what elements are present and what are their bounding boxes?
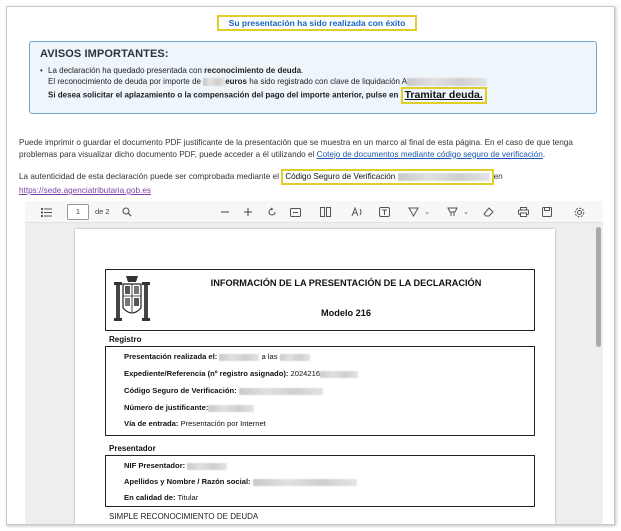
nombre-row: Apellidos y Nombre / Razón social: [124, 477, 357, 486]
two-page-icon[interactable] [318, 204, 332, 220]
notice-line-3: Si desea solicitar el aplazamiento o la compensación del pago del importe anterior, pulse en Tramitar deuda. [40, 87, 586, 104]
text-icon[interactable] [377, 204, 391, 220]
draw-dropdown-icon[interactable]: ⌄ [424, 209, 430, 216]
pdf-page [75, 229, 555, 525]
notice-title: AVISOS IMPORTANTES: [40, 48, 169, 60]
pdf-info-paragraph: Puede imprimir o guardar el documento PDF justificante de la presentación que se muestra en un marco al final de esta página. En el caso de que tenga problemas para visualizar dicho documento PDF, puede acceder a él utilizando el Cotejo de documentos mediante código seguro de verificación. [19, 138, 573, 159]
calidad-row: En calidad de: Titular [124, 493, 199, 502]
redacted-amount [203, 78, 225, 86]
via-row: Vía de entrada: Presentación por Internet [124, 419, 266, 428]
presentador-label: Presentador [109, 444, 156, 453]
justificante-row: Número de justificante: [124, 403, 254, 412]
cotejo-link[interactable]: Cotejo de documentos mediante código seguro de verificación [316, 149, 543, 159]
pdf-footer-text: SIMPLE RECONOCIMIENTO DE DEUDA [109, 512, 259, 521]
pdf-scrollbar[interactable] [596, 227, 601, 347]
important-notice [29, 41, 597, 114]
pdf-viewer[interactable] [25, 223, 603, 525]
search-icon[interactable] [120, 204, 134, 220]
zoom-in-icon[interactable] [241, 204, 255, 220]
redacted-liquidation-key [407, 78, 487, 86]
csv-row: Código Seguro de Verificación: [124, 386, 323, 395]
pdf-model: Modelo 216 [320, 308, 372, 318]
redacted-csv [398, 173, 490, 181]
notice-line-1: • La declaración ha quedado presentada con reconocimiento de deuda. [40, 65, 586, 76]
nif-row: NIF Presentador: [124, 461, 227, 470]
save-icon[interactable] [540, 204, 554, 220]
print-icon[interactable] [516, 204, 530, 220]
zoom-out-icon[interactable] [218, 204, 232, 220]
spain-coat-of-arms-icon [112, 274, 152, 326]
registro-box [105, 346, 535, 436]
fit-page-icon[interactable] [288, 204, 302, 220]
pdf-toolbar [25, 201, 603, 223]
sede-link[interactable]: https://sede.agenciatributaria.gob.es [19, 186, 151, 195]
success-message: Su presentación ha sido realizada con éxito [217, 15, 417, 31]
highlight-dropdown-icon[interactable]: ⌄ [463, 209, 469, 216]
page-count: de 2 [95, 207, 110, 216]
csv-highlight: Código Seguro de Verificación [281, 169, 493, 185]
authenticity-paragraph: La autenticidad de esta declaración puede ser comprobada mediante el Código Seguro de Verificación en https://sede.agenciatributaria.gob.es [19, 169, 611, 197]
pdf-title: INFORMACIÓN DE LA PRESENTACIÓN DE LA DECLARACIÓN [210, 278, 482, 288]
notice-line-2: El reconocimiento de deuda por importe de euros ha sido registrado con clave de liquidación A [40, 76, 586, 87]
erase-icon[interactable] [481, 204, 495, 220]
expediente-row: Expediente/Referencia (nº registro asignado): 2024216 [124, 369, 358, 378]
presentacion-row: Presentación realizada el: a las [124, 352, 310, 361]
rotate-icon[interactable] [265, 204, 279, 220]
settings-icon[interactable] [572, 204, 586, 220]
read-aloud-icon[interactable] [349, 204, 365, 220]
highlight-icon[interactable] [445, 204, 459, 220]
draw-icon[interactable] [406, 204, 420, 220]
app-window [6, 6, 615, 525]
pdf-header [105, 269, 535, 331]
sidebar-toggle-icon[interactable] [39, 204, 53, 220]
presentador-box [105, 455, 535, 507]
page-number-input[interactable]: 1 [67, 204, 89, 220]
tramitar-deuda-link[interactable]: Tramitar deuda. [401, 87, 487, 104]
registro-label: Registro [109, 335, 142, 344]
